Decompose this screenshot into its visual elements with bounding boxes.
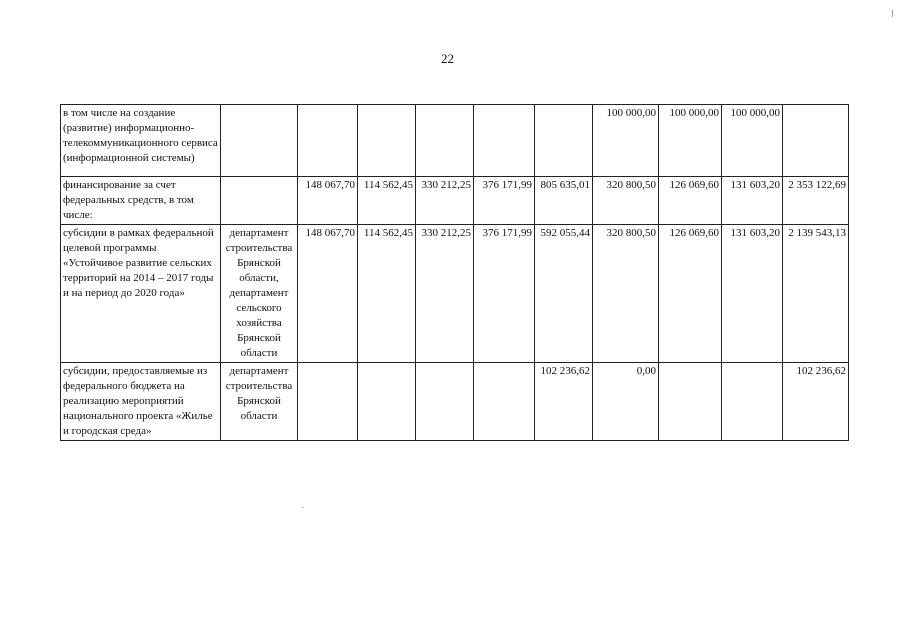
row-value: 114 562,45 [358, 225, 416, 363]
row-value: 131 603,20 [722, 177, 783, 225]
row-value [298, 105, 358, 177]
row-value: 102 236,62 [535, 363, 593, 441]
row-executor: департамент строительства Брянской области, департамент сельского хозяйства Брянской области [221, 225, 298, 363]
scan-edge-mark [892, 10, 893, 17]
row-value: 805 635,01 [535, 177, 593, 225]
row-value [474, 363, 535, 441]
row-value: 148 067,70 [298, 177, 358, 225]
row-value: 376 171,99 [474, 177, 535, 225]
row-value [474, 105, 535, 177]
row-value: 2 353 122,69 [783, 177, 849, 225]
row-value [358, 363, 416, 441]
table-row [61, 105, 849, 177]
row-value [722, 363, 783, 441]
budget-table [60, 104, 849, 441]
row-value: 131 603,20 [722, 225, 783, 363]
row-value: 100 000,00 [659, 105, 722, 177]
row-value: 330 212,25 [416, 177, 474, 225]
row-value [535, 105, 593, 177]
row-value [416, 105, 474, 177]
row-value [358, 105, 416, 177]
table-row [61, 177, 849, 225]
row-value: 320 800,50 [593, 225, 659, 363]
row-executor [221, 105, 298, 177]
row-executor: департамент строительства Брянской области [221, 363, 298, 441]
row-value: 0,00 [593, 363, 659, 441]
row-value: 330 212,25 [416, 225, 474, 363]
row-value: 100 000,00 [593, 105, 659, 177]
row-value: 148 067,70 [298, 225, 358, 363]
row-value: 100 000,00 [722, 105, 783, 177]
row-description: в том числе на создание (развитие) информационно-телекоммуникационного сервиса (информационной системы) [61, 105, 221, 177]
row-value [416, 363, 474, 441]
table-row [61, 363, 849, 441]
row-value [783, 105, 849, 177]
row-value [659, 363, 722, 441]
row-description: субсидии в рамках федеральной целевой программы «Устойчивое развитие сельских территорий на 2014 – 2017 годы и на период до 2020 года» [61, 225, 221, 363]
row-value: 126 069,60 [659, 225, 722, 363]
row-description: финансирование за счет федеральных средств, в том числе: [61, 177, 221, 225]
row-description: субсидии, предоставляемые из федерального бюджета на реализацию мероприятий национального проекта «Жилье и городская среда» [61, 363, 221, 441]
scan-dust-mark [302, 507, 304, 508]
row-value: 592 055,44 [535, 225, 593, 363]
table-row [61, 225, 849, 363]
row-value: 2 139 543,13 [783, 225, 849, 363]
page-number: 22 [441, 51, 454, 66]
row-value: 102 236,62 [783, 363, 849, 441]
row-executor [221, 177, 298, 225]
row-value [298, 363, 358, 441]
row-value: 114 562,45 [358, 177, 416, 225]
row-value: 126 069,60 [659, 177, 722, 225]
row-value: 376 171,99 [474, 225, 535, 363]
row-value: 320 800,50 [593, 177, 659, 225]
